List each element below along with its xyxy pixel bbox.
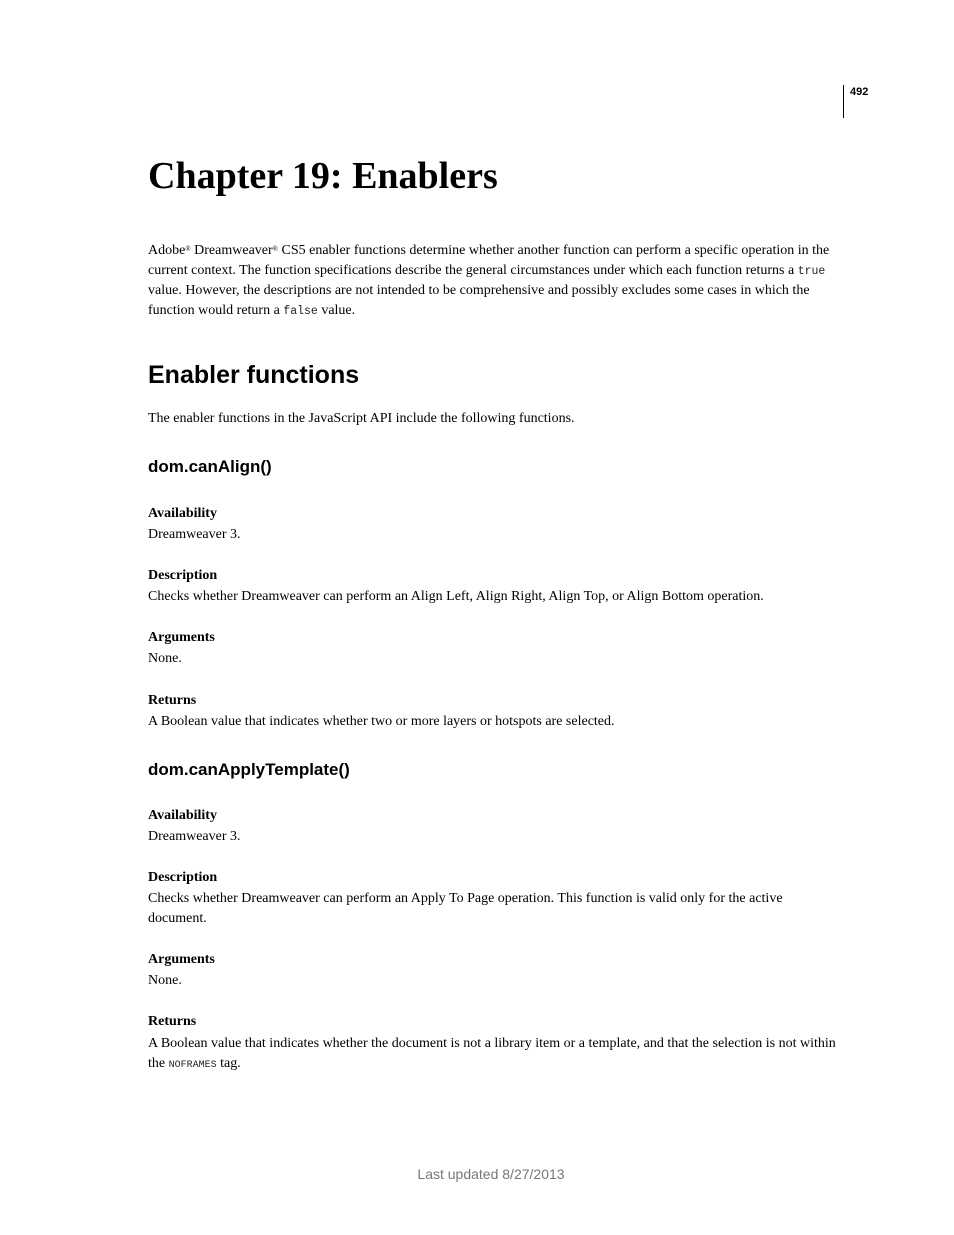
intro-text: CS5 enabler functions determine whether another function can perform a specific operation in the current context. The function specifications describe the general circumstances under which each function returns a: [148, 243, 830, 278]
registered-mark: ®: [272, 245, 278, 253]
returns-text-part: tag.: [216, 1055, 241, 1071]
returns-heading: Returns: [148, 693, 197, 708]
code-noframes: NOFRAMES: [168, 1059, 217, 1071]
description-heading: Description: [148, 870, 218, 885]
availability-heading: Availability: [148, 506, 217, 521]
page-number-rule: [843, 85, 844, 118]
intro-text: value. However, the descriptions are not intended to be comprehensive and possibly excludes some cases in which the function would return a: [148, 283, 810, 318]
function-title-canalign: dom.canAlign(): [148, 457, 272, 476]
arguments-heading: Arguments: [148, 630, 215, 645]
returns-text-part: A Boolean value that indicates whether the document is not a library item or a template, and that the selection is not within the: [148, 1036, 836, 1071]
code-false: false: [283, 304, 318, 318]
availability-text: Dreamweaver 3.: [148, 829, 241, 844]
availability-heading: Availability: [148, 808, 217, 823]
returns-text: [148, 1034, 840, 1075]
last-updated: Last updated 8/27/2013: [417, 1166, 565, 1182]
chapter-title: Chapter 19: Enablers: [148, 155, 498, 197]
page-number: 492: [850, 86, 869, 98]
code-true: true: [797, 264, 826, 278]
description-text: Checks whether Dreamweaver can perform an Apply To Page operation. This function is valid only for the active document.: [148, 891, 783, 926]
arguments-text: None.: [148, 973, 182, 988]
arguments-heading: Arguments: [148, 952, 215, 967]
section-intro: The enabler functions in the JavaScript API include the following functions.: [148, 411, 575, 426]
intro-product: Dreamweaver: [190, 243, 273, 258]
footer: [0, 1166, 954, 1182]
description-heading: Description: [148, 568, 218, 583]
registered-mark: ®: [185, 245, 191, 253]
section-title: Enabler functions: [148, 361, 360, 389]
arguments-text: None.: [148, 651, 182, 666]
availability-text: Dreamweaver 3.: [148, 527, 241, 542]
intro-brand: Adobe: [148, 243, 186, 258]
function-title-canapplytemplate: dom.canApplyTemplate(): [148, 760, 350, 779]
returns-text: A Boolean value that indicates whether two or more layers or hotspots are selected.: [148, 714, 615, 729]
description-text: Checks whether Dreamweaver can perform an Align Left, Align Right, Align Top, or Align Bottom operation.: [148, 589, 764, 604]
intro-text: value.: [317, 302, 356, 318]
chapter-intro: [148, 241, 840, 321]
returns-heading: Returns: [148, 1014, 197, 1029]
